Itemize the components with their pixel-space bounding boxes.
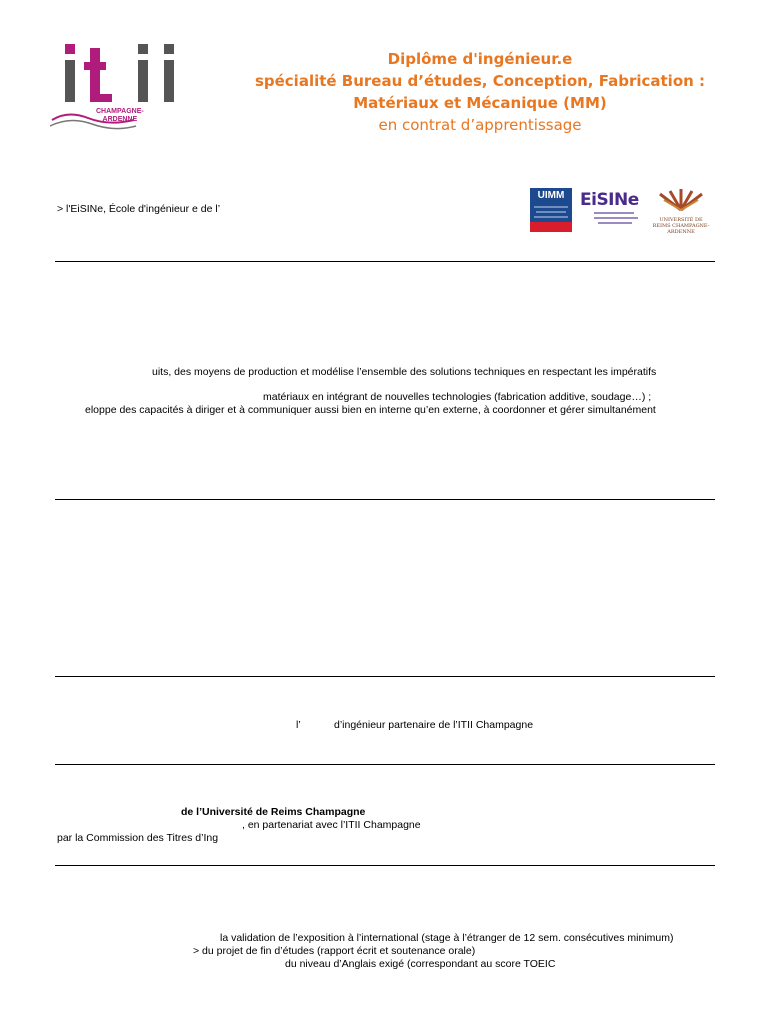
divider-2 [55, 499, 715, 500]
title-line-4: en contrat d’apprentissage [378, 116, 582, 134]
section5-line-1: la validation de l’exposition à l’international (stage à l’étranger de 12 sem. consécutives minimum) [220, 932, 674, 944]
section3-text-b: d’ingénieur partenaire de l’ITII Champagne [334, 719, 534, 731]
title-line-1: Diplôme d'ingénieur.e [387, 50, 573, 68]
urca-logo: UNIVERSITÉ DE REIMS CHAMPAGNE-ARDENNE [650, 188, 712, 234]
logo-region-text: CHAMPAGNE- ARDENNE [96, 108, 144, 123]
section4-line-2: , en partenariat avec l’ITII Champagne [242, 819, 421, 831]
title-line-2: spécialité Bureau d’études, Conception, Fabrication : [254, 72, 706, 90]
intro-text: > l'EiSINe, École d'ingénieur e de l’ [57, 203, 221, 215]
urca-emblem-icon [650, 188, 712, 212]
section1-line-3: eloppe des capacités à diriger et à communiquer aussi bien en interne qu’en externe, à coordonner et gérer simultanément [85, 404, 656, 416]
section5-line-3: du niveau d’Anglais exigé (correspondant au score TOEIC [285, 958, 556, 970]
divider-1 [55, 261, 715, 262]
section4-line-3: par la Commission des Titres d’Ing [57, 832, 219, 844]
section3-text-a: l’ [296, 719, 301, 731]
divider-4 [55, 764, 715, 765]
diploma-title [245, 48, 715, 136]
divider-3 [55, 676, 715, 677]
title-line-3: Matériaux et Mécanique (MM) [353, 94, 607, 112]
divider-5 [55, 865, 715, 866]
section5-line-2: > du projet de fin d’études (rapport écrit et soutenance orale) [193, 945, 476, 957]
itii-logo [48, 40, 188, 140]
section1-line-1: uits, des moyens de production et modélise l’ensemble des solutions techniques en respectant les impératifs [152, 366, 657, 378]
section1-line-2: matériaux en intégrant de nouvelles technologies (fabrication additive, soudage…) ; [263, 391, 652, 403]
eisine-logo: EiSINe [580, 190, 646, 232]
section4-line-1: de l’Université de Reims Champagne [181, 806, 366, 818]
uimm-logo: UIMM [530, 188, 572, 232]
